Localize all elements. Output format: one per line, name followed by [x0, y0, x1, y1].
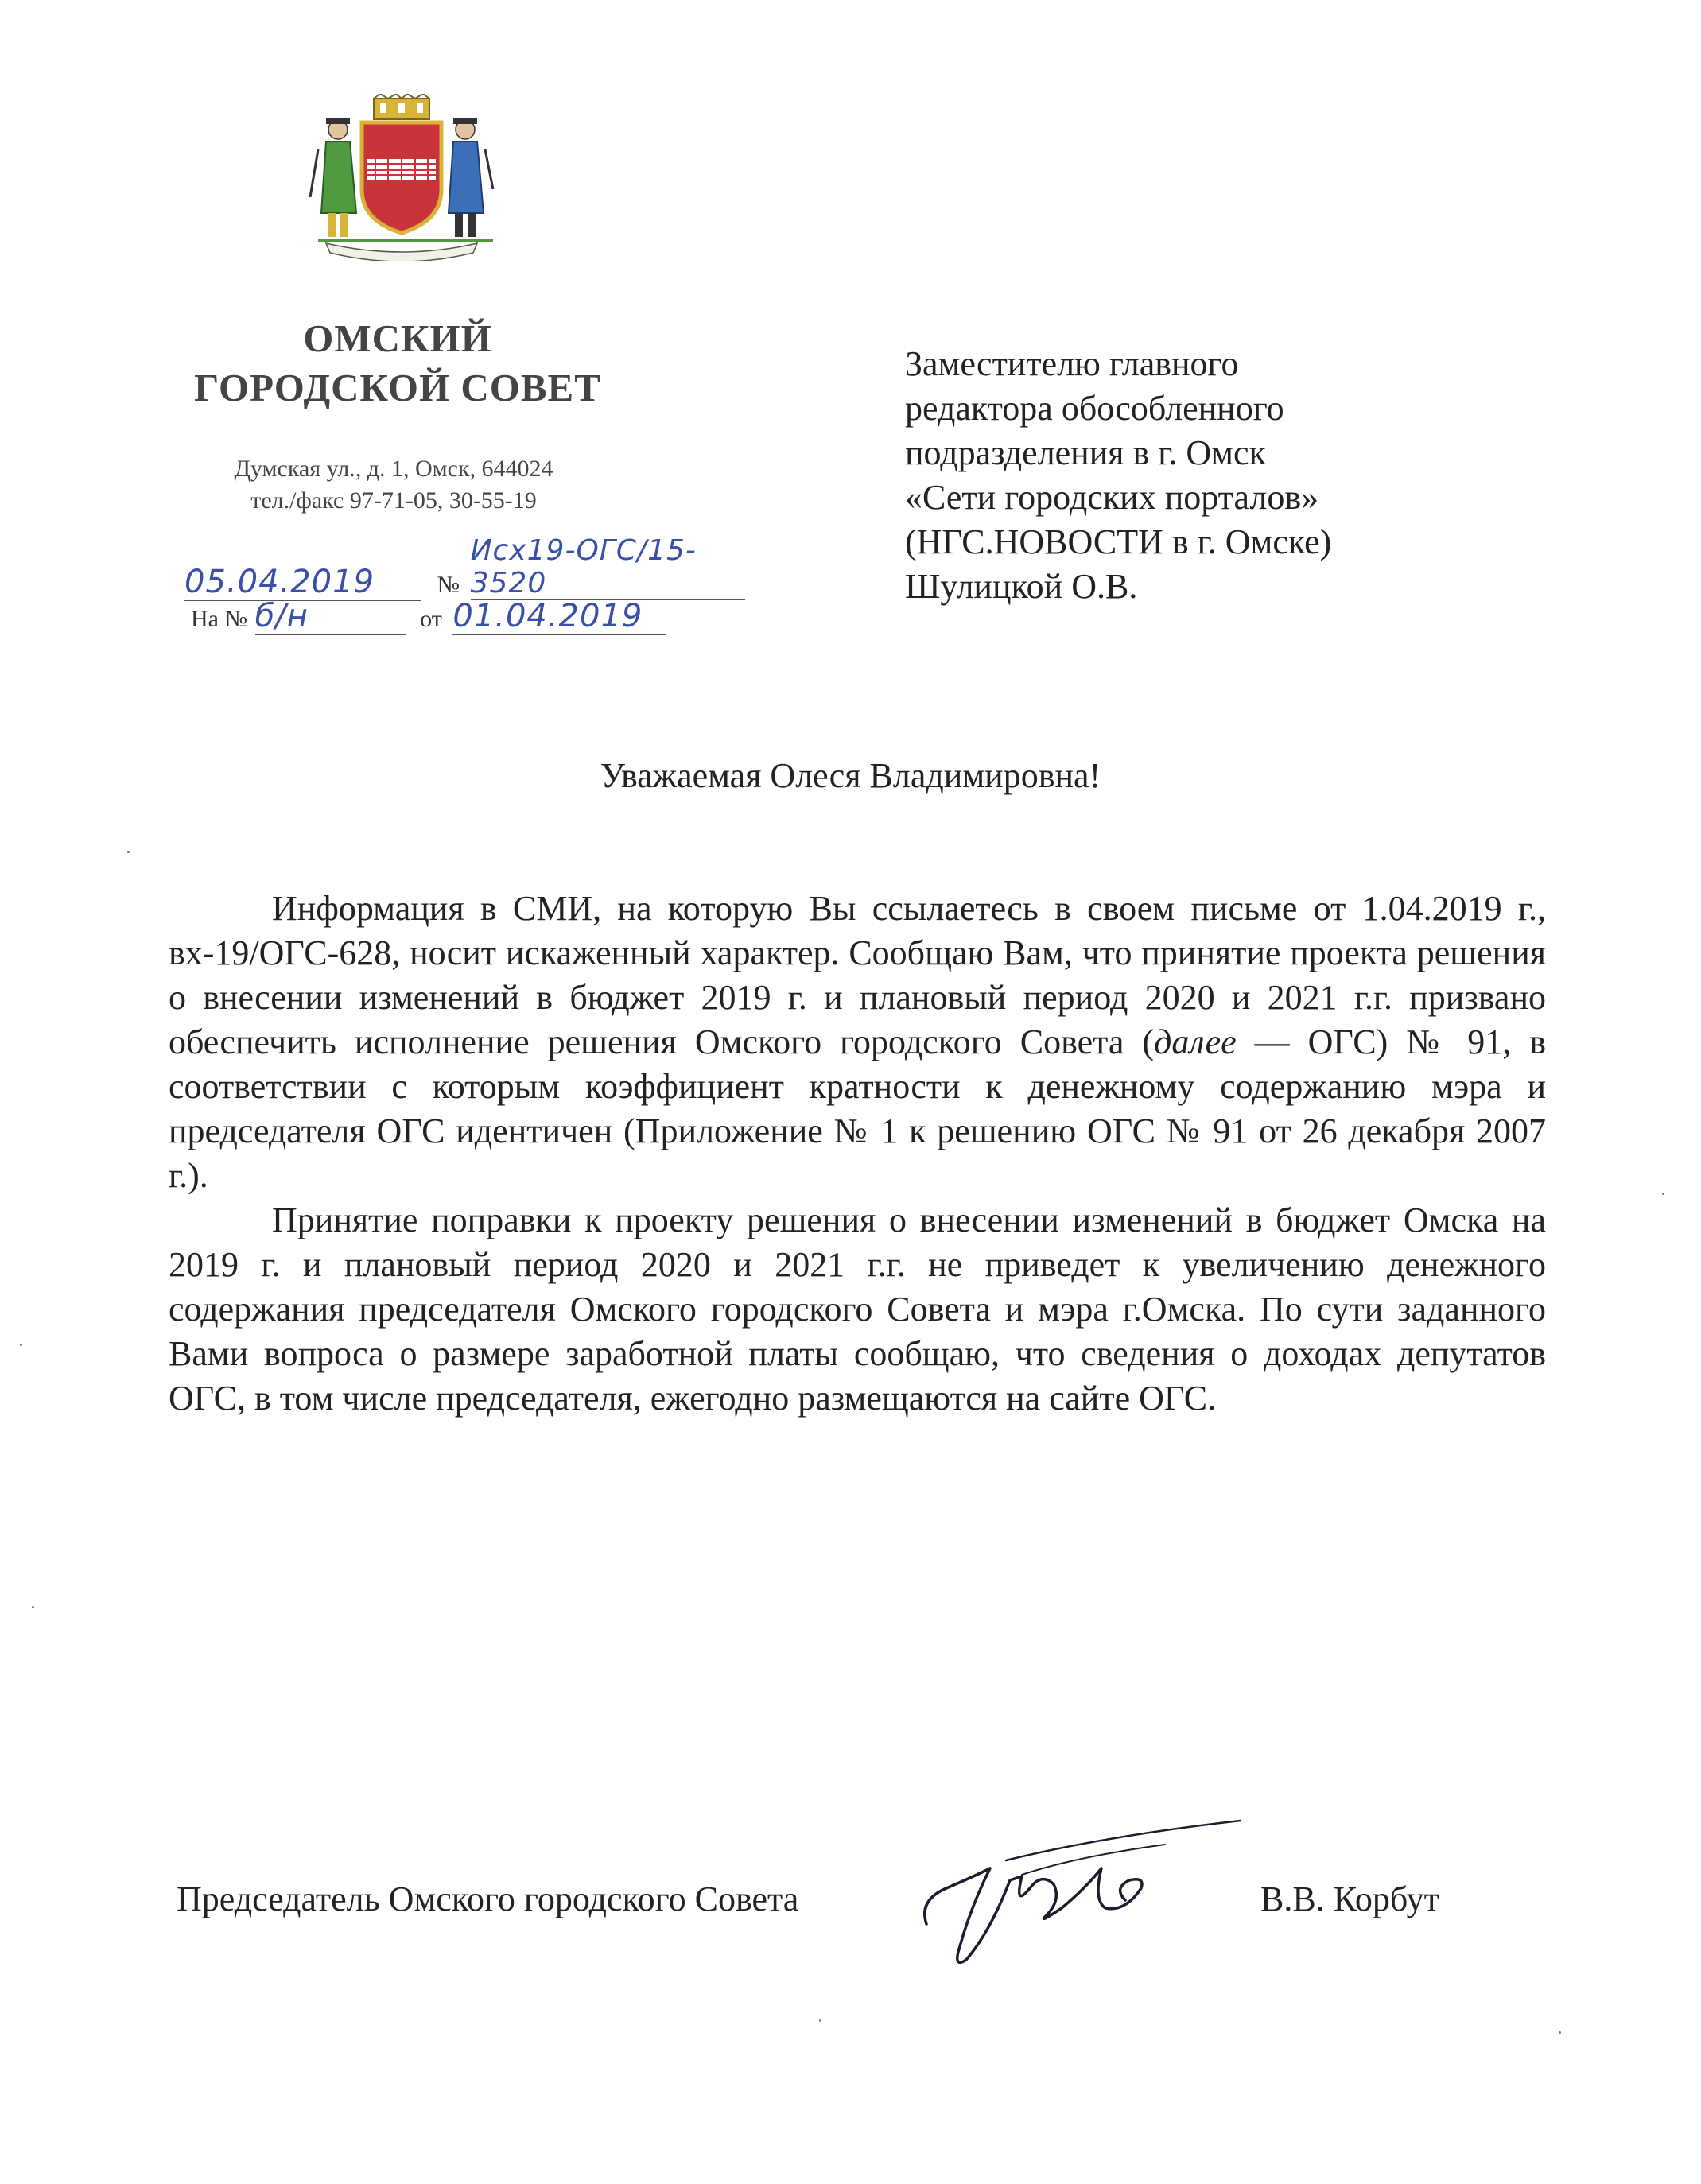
p1-part-2: — ОГС) № 91, в соответствии с которым коэффициент кратности к денежному содержанию мэра и председателя ОГС идентичен (Приложение № 1 к решению ОГС № 91 от 26 декабря 2007 г.). [169, 1022, 1546, 1195]
in-reply-date: 01.04.2019 [452, 598, 666, 635]
org-phone: тел./факс 97-71-05, 30-55-19 [250, 487, 537, 514]
body-paragraph-2: Принятие поправки к проекту решения о внесении изменений в бюджет Омска на 2019 г. и плановый период 2020 и 2021 г.г. не приведет к увеличению денежного содержания председателя Омского городского Совета и мэра г.Омска. По сути заданного Вами вопроса о размере заработной платы сообщаю, что сведения о доходах депутатов ОГС, в том числе председателя, ежегодно размещаются на сайте ОГС. [169, 1201, 1546, 1418]
greeting: Уважаемая Олеся Владимировна! [600, 756, 1101, 795]
registration-outgoing [184, 534, 757, 601]
scan-speck [1559, 2031, 1561, 2034]
scan-speck [20, 1344, 22, 1346]
number-label: № [437, 572, 460, 598]
addressee-line: Шулицкой О.В. [905, 567, 1138, 606]
org-address: Думская ул., д. 1, Омск, 644024 [234, 456, 553, 482]
letter-body [169, 886, 1546, 1421]
p1-italic: далее [1154, 1022, 1237, 1061]
signer-title: Председатель Омского городского Совета [177, 1879, 799, 1918]
handwritten-signature-icon [903, 1813, 1252, 1980]
outgoing-number: Исх19-ОГС/15-3520 [471, 534, 745, 600]
scan-speck [1662, 1193, 1664, 1195]
scan-speck [819, 2019, 821, 2022]
addressee-line: Заместителю главного [905, 344, 1239, 383]
addressee-line: (НГС.НОВОСТИ в г. Омске) [905, 522, 1332, 561]
addressee-block [905, 342, 1462, 609]
p1-part-1: Информация в СМИ, на которую Вы ссылаетесь в своем письме от 1.04.2019 г., вх-19/ОГС-628, носит искаженный характер. Сообщаю Вам, что принятие проекта решения о внесении изменений в бюджет 2019 г. и плановый период 2020 и 2021 г.г. призвано обеспечить исполнение решения Омского городского Совета ( [169, 889, 1546, 1061]
org-name-line-1: ОМСКИЙ [303, 316, 492, 360]
body-paragraph-1 [169, 886, 1546, 1198]
coat-of-arms-icon [294, 94, 509, 261]
in-reply-label: На № [191, 606, 248, 632]
addressee-line: «Сети городских порталов» [905, 478, 1319, 517]
in-reply-number: б/н [255, 598, 406, 635]
organization-name [151, 314, 644, 413]
addressee-line: подразделения в г. Омск [905, 433, 1266, 472]
organization-contacts [159, 453, 628, 517]
from-label: от [420, 606, 442, 632]
scan-speck [32, 1606, 34, 1608]
org-name-line-2: ГОРОДСКОЙ СОВЕТ [194, 366, 601, 409]
outgoing-date: 05.04.2019 [184, 564, 421, 601]
addressee-line: редактора обособленного [905, 389, 1284, 428]
scan-speck [127, 851, 130, 853]
signer-name: В.В. Корбут [1260, 1879, 1439, 1918]
registration-in-reply [191, 598, 763, 635]
